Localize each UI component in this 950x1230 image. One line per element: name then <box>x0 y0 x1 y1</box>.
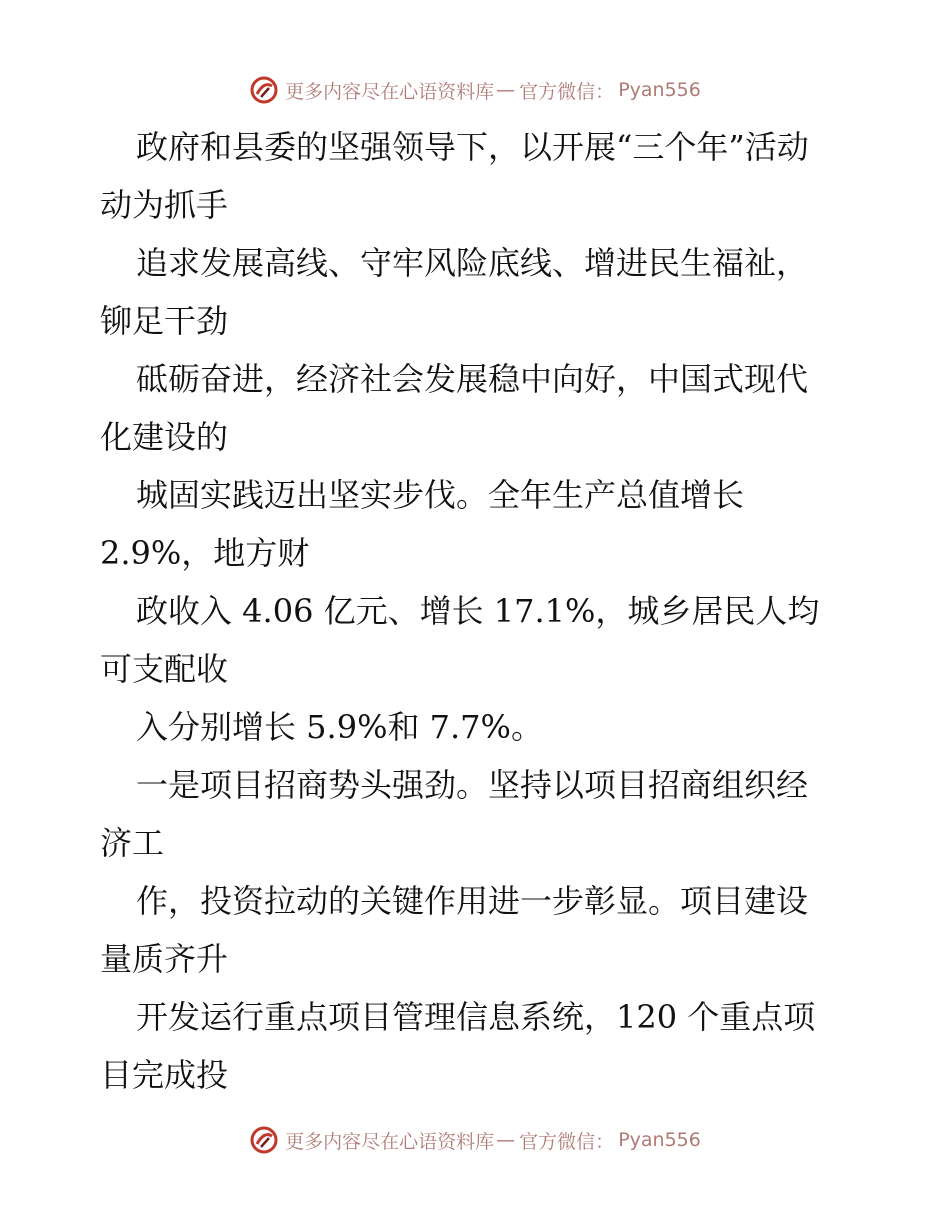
text-line-4: 铆足干劲 <box>100 302 229 340</box>
text-line-8: 2.9%，地方财 <box>100 534 310 572</box>
text-line-10: 可支配收 <box>100 650 229 688</box>
red-swirl-pen-logo-icon <box>249 75 279 105</box>
text-line-11: 入分别增长 5.9%和 7.7%。 <box>136 708 543 746</box>
watermark-wechat-id: Pyan556 <box>618 1129 701 1151</box>
watermark-wechat-label: 官方微信： <box>519 80 615 103</box>
text-line-1: 政府和县委的坚强领导下，以开展“三个年”活动 <box>136 128 809 166</box>
footer-watermark <box>0 1122 950 1158</box>
watermark-wechat-id: Pyan556 <box>618 79 701 101</box>
text-line-9: 政收入 4.06 亿元、增长 17.1%，城乡居民人均 <box>136 592 820 630</box>
watermark-wechat-label: 官方微信： <box>519 1130 615 1153</box>
watermark-dash: — <box>496 79 516 101</box>
text-line-3: 追求发展高线、守牢风险底线、增进民生福祉， <box>136 244 809 282</box>
text-line-12: 一是项目招商势头强劲。坚持以项目招商组织经 <box>136 766 809 804</box>
text-line-13: 济工 <box>100 824 165 862</box>
text-line-16: 开发运行重点项目管理信息系统，120 个重点项 <box>136 998 816 1036</box>
text-line-2: 动为抓手 <box>100 186 229 224</box>
text-line-7: 城固实践迈出坚实步伐。全年生产总值增长 <box>136 476 745 514</box>
text-line-14: 作，投资拉动的关键作用进一步彰显。项目建设 <box>136 882 809 920</box>
document-body <box>100 118 852 1104</box>
header-watermark <box>0 72 950 108</box>
watermark-site-text: 更多内容尽在心语资料库 <box>285 1130 495 1153</box>
watermark-site-text: 更多内容尽在心语资料库 <box>285 80 495 103</box>
text-line-5: 砥砺奋进，经济社会发展稳中向好，中国式现代 <box>136 360 809 398</box>
text-line-6: 化建设的 <box>100 418 229 456</box>
text-line-17: 目完成投 <box>100 1056 229 1094</box>
red-swirl-pen-logo-icon <box>249 1125 279 1155</box>
text-line-15: 量质齐升 <box>100 940 229 978</box>
watermark-dash: — <box>496 1129 516 1151</box>
